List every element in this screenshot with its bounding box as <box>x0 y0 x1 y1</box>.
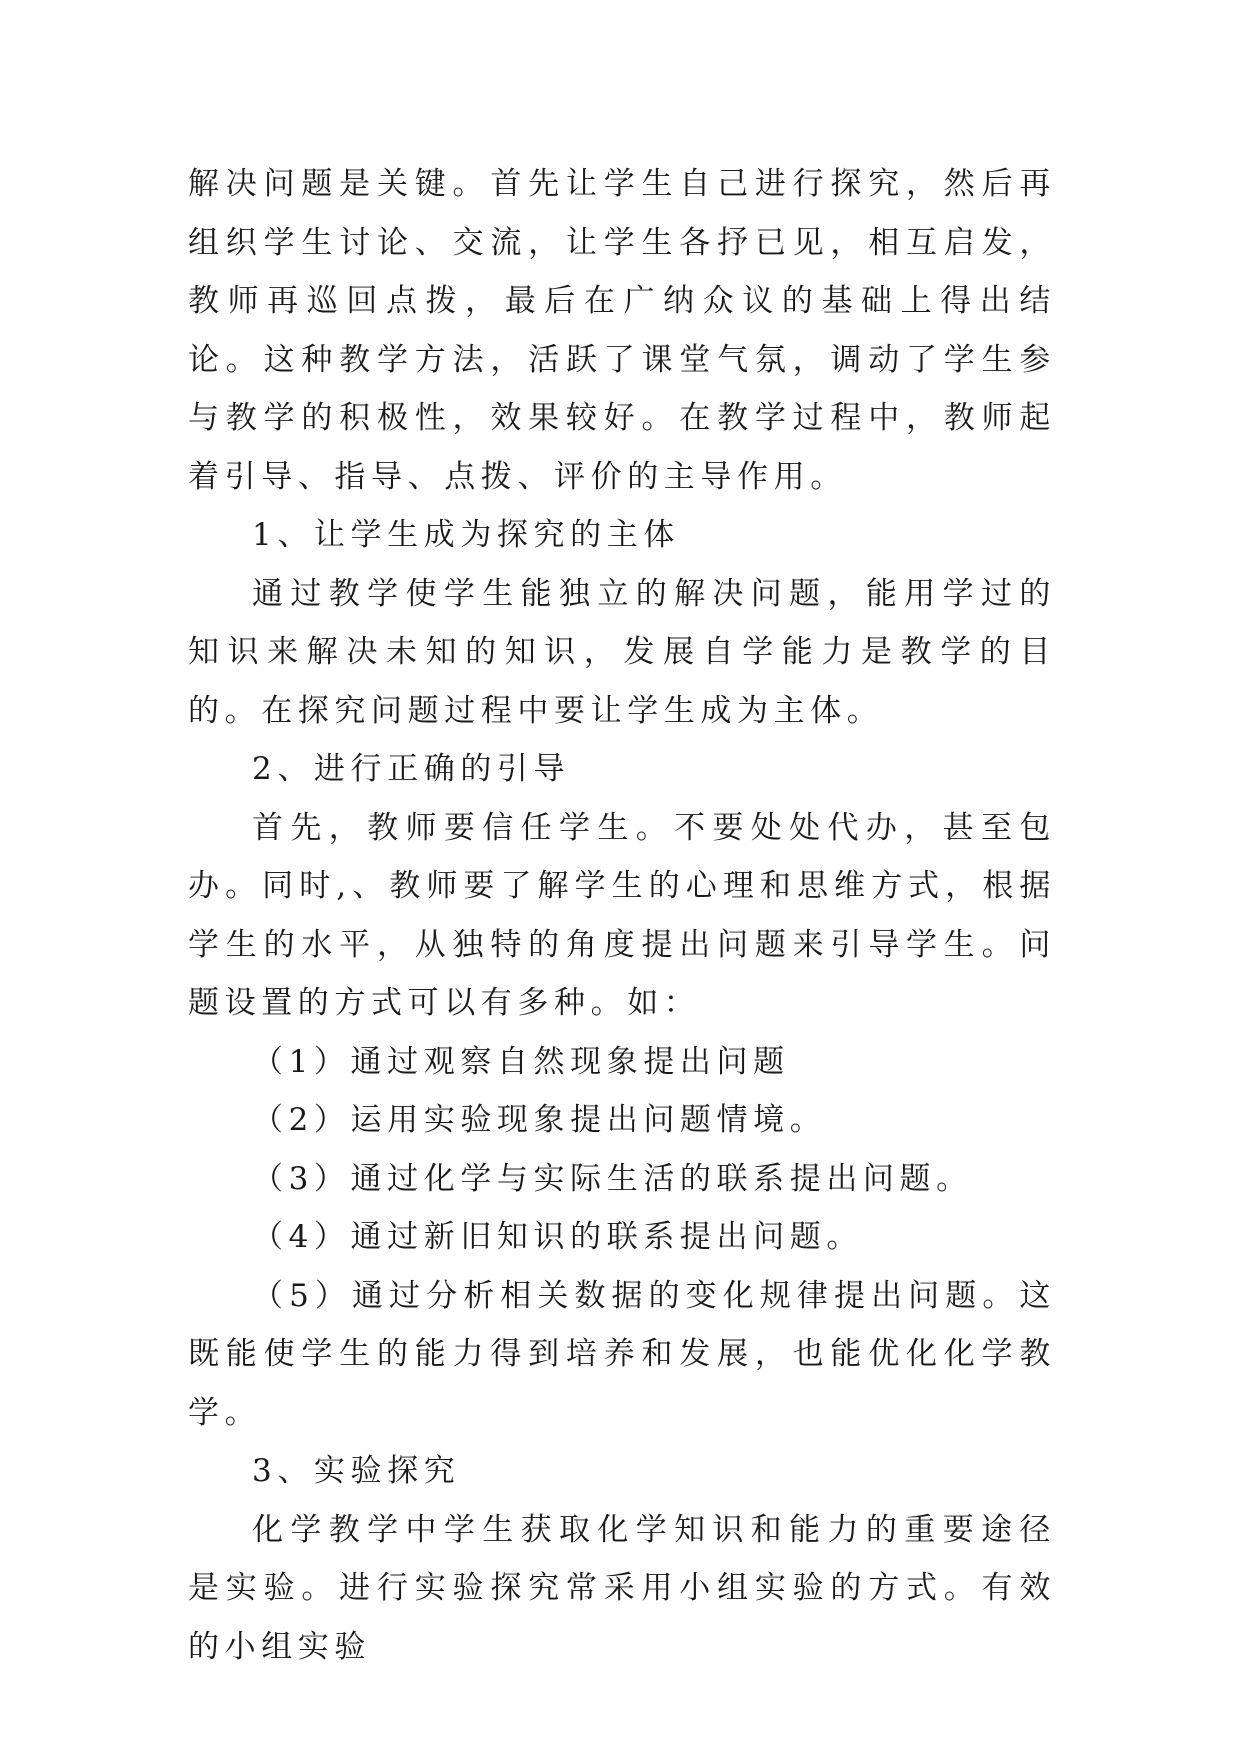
document-body <box>188 155 1056 1676</box>
paragraph-independent-learning: 通过教学使学生能独立的解决问题，能用学过的知识来解决未知的知识，发展自学能力是教学的目的。在探究问题过程中要让学生成为主体。 <box>188 575 1056 729</box>
heading-student-subject: 1、让学生成为探究的主体 <box>252 517 680 553</box>
list-item-3: （3）通过化学与实际生活的联系提出问题。 <box>252 1160 973 1197</box>
heading-correct-guidance: 2、进行正确的引导 <box>252 751 571 787</box>
paragraph-trust-students: 首先，教师要信任学生。不要处处代办，甚至包办。同时,、教师要了解学生的心理和思维方式，根据学生的水平，从独特的角度提出问题来引导学生。问题设置的方式可以有多种。如： <box>188 809 1056 1021</box>
list-item-5: （5）通过分析相关数据的变化规律提出问题。这既能使学生的能力得到培养和发展，也能优化化学教学。 <box>188 1277 1056 1431</box>
heading-experiment-inquiry: 3、实验探究 <box>252 1453 461 1489</box>
paragraph-experiment: 化学教学中学生获取化学知识和能力的重要途径是实验。进行实验探究常采用小组实验的方式。有效的小组实验 <box>188 1511 1056 1665</box>
paragraph-group-discussion: 解决问题是关键。首先让学生自己进行探究，然后再组织学生讨论、交流，让学生各抒已见，相互启发，教师再巡回点拨，最后在广纳众议的基础上得出结论。这种教学方法，活跃了课堂气氛，调动了学生参与教学的积极性，效果较好。在教学过程中，教师起着引导、指导、点拨、评价的主导作用。 <box>188 166 1056 495</box>
list-item-4: （4）通过新旧知识的联系提出问题。 <box>252 1219 863 1255</box>
list-item-1: （1）通过观察自然现象提出问题 <box>252 1043 790 1080</box>
list-item-2: （2）运用实验现象提出问题情境。 <box>252 1102 827 1138</box>
